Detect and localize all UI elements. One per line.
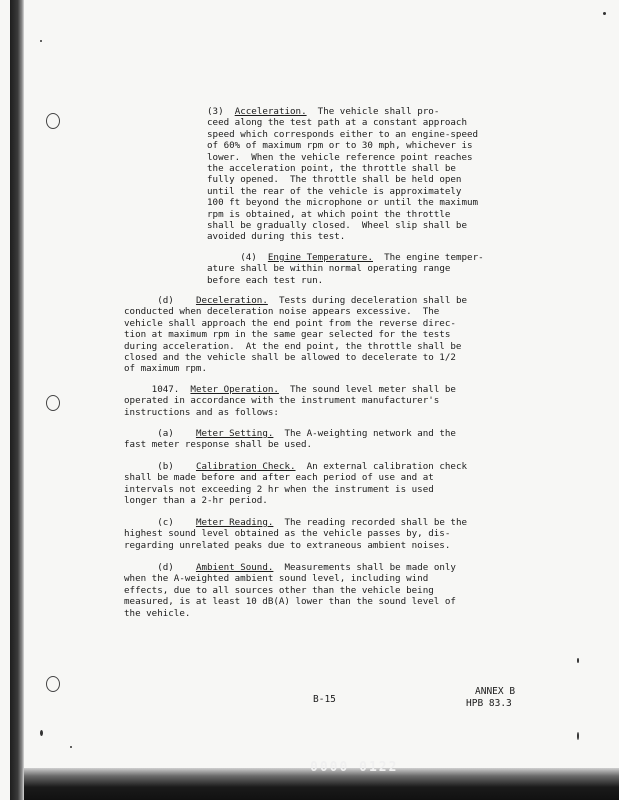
document-id: HPB 83.3 bbox=[466, 698, 512, 709]
section-meter-setting bbox=[124, 428, 456, 451]
paragraph-body: shall be made before and after each period of use and at intervals not exceeding 2 hr when the instrument is used longer than a 2-hr period. bbox=[124, 472, 434, 507]
paragraph-body: when the A-weighted ambient sound level, including wind effects, due to all sources other than the vehicle being measured, is at least 10 dB(A) lower than the sound level of the vehicle. bbox=[124, 573, 456, 619]
punch-hole-top bbox=[46, 113, 60, 129]
item-number: (3) bbox=[207, 106, 224, 117]
item-heading: Calibration Check. bbox=[195, 461, 296, 472]
section-acceleration bbox=[207, 106, 478, 243]
section-calibration-check bbox=[124, 461, 467, 507]
item-heading: Meter Operation. bbox=[190, 384, 279, 395]
item-heading: Deceleration. bbox=[195, 295, 268, 306]
item-heading: Acceleration. bbox=[234, 106, 307, 117]
paragraph-body: ature shall be within normal operating range before each test run. bbox=[207, 263, 451, 286]
film-frame-number: 0000 0122 bbox=[310, 760, 399, 775]
item-number: (a) bbox=[157, 428, 174, 439]
item-number: (d) bbox=[157, 295, 174, 306]
section-meter-operation bbox=[124, 384, 456, 418]
scan-speck bbox=[40, 40, 42, 42]
paragraph-first-line: An external calibration check bbox=[295, 461, 468, 472]
page-number: B-15 bbox=[313, 694, 336, 705]
section-deceleration bbox=[124, 295, 467, 375]
paragraph-first-line: The A-weighting network and the bbox=[273, 428, 456, 439]
paragraph-body: fast meter response shall be used. bbox=[124, 439, 313, 451]
item-number: (4) bbox=[240, 252, 257, 263]
section-ambient-sound bbox=[124, 562, 456, 619]
scan-edge-left bbox=[10, 0, 24, 800]
paragraph-body: highest sound level obtained as the vehicle passes by, dis- regarding unrelated peaks due to extraneous ambient noises. bbox=[124, 528, 451, 551]
punch-hole-bottom bbox=[46, 676, 60, 692]
item-number: (c) bbox=[157, 517, 174, 528]
item-heading: Meter Setting. bbox=[195, 428, 274, 439]
scan-speck bbox=[577, 732, 579, 740]
scan-speck bbox=[70, 746, 72, 748]
paragraph-first-line: The engine temper- bbox=[373, 252, 484, 263]
scan-speck bbox=[603, 12, 606, 15]
scan-speck bbox=[40, 730, 43, 736]
item-number: (d) bbox=[157, 562, 174, 573]
item-heading: Meter Reading. bbox=[195, 517, 274, 528]
paragraph-first-line: Tests during deceleration shall be bbox=[267, 295, 468, 306]
paragraph-body: conducted when deceleration noise appears excessive. The vehicle shall approach the end point from the reverse direc- tion at maximum rpm in the same gear selected for the tests during acceleration. At the end point, the throttle shall be closed and the vehicle shall be allowed to decelerate to 1/2 of maximum rpm. bbox=[124, 306, 462, 375]
paragraph-body: operated in accordance with the instrument manufacturer's instructions and as follows: bbox=[124, 395, 440, 418]
item-heading: Engine Temperature. bbox=[267, 252, 373, 263]
paragraph-first-line: The sound level meter shall be bbox=[278, 384, 456, 395]
scan-speck bbox=[577, 658, 579, 663]
item-heading: Ambient Sound. bbox=[195, 562, 274, 573]
annex-label: ANNEX B bbox=[475, 686, 516, 697]
item-number: (b) bbox=[157, 461, 174, 472]
paragraph-first-line: The reading recorded shall be the bbox=[273, 517, 468, 528]
paragraph-body: The vehicle shall pro- ceed along the test path at a constant approach speed which corresponds either to an engine-speed of 60% of maximum rpm or to 30 mph, whichever is lower. When the vehicle reference point reaches the acceleration point, the throttle shall be fully opened. The throttle shall be held open until the rear of the vehicle is approximately 100 ft beyond the microphone or until the maximum rpm is obtained, at which point the throttle shall be gradually closed. Wheel slip shall be avoided during this test. bbox=[207, 106, 479, 243]
item-number: 1047. bbox=[151, 384, 180, 395]
section-meter-reading bbox=[124, 517, 467, 551]
paragraph-first-line: Measurements shall be made only bbox=[273, 562, 456, 573]
punch-hole-middle bbox=[46, 395, 60, 411]
section-engine-temperature bbox=[207, 252, 484, 286]
